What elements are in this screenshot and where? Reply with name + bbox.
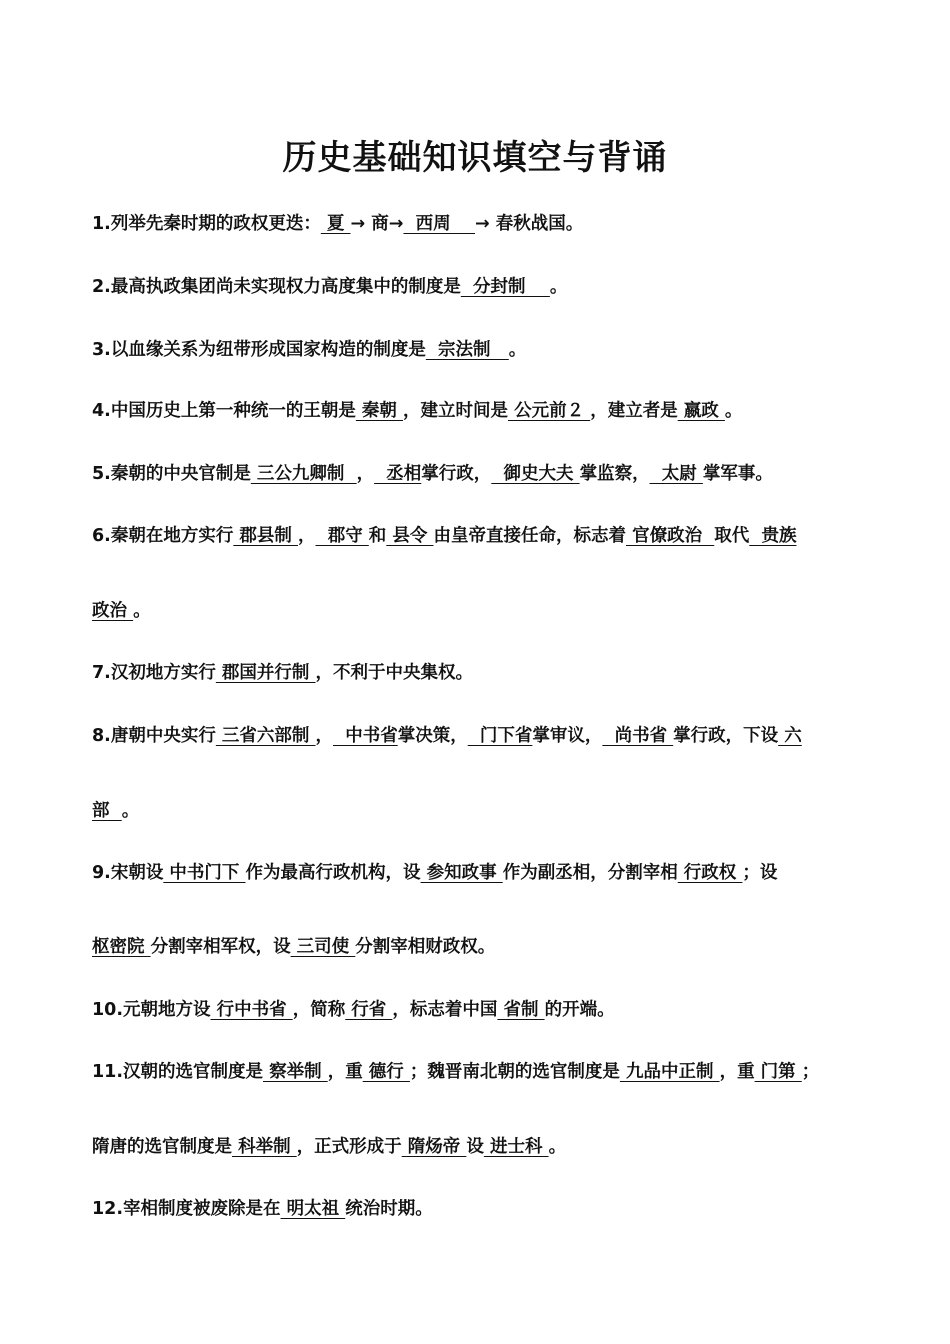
answer-blank: 门第 — [754, 1062, 802, 1082]
answer-blank: 太尉 — [649, 464, 703, 484]
question-11-cont — [92, 1135, 882, 1159]
question-8-cont — [92, 799, 882, 823]
answer-blank: 尚书省 — [602, 726, 674, 746]
question-text: 6.秦朝在地方实行 — [92, 526, 234, 546]
answer-blank: 秦朝 — [355, 401, 404, 421]
answer-blank: 中书省 — [333, 726, 398, 746]
question-text: 的开端。 — [544, 1000, 615, 1020]
answer-blank: 县令 — [386, 526, 434, 546]
question-12 — [92, 1197, 882, 1221]
question-text: 掌行政， — [421, 464, 492, 484]
question-text: 7.汉初地方实行 — [92, 663, 216, 683]
page-title: 历史基础知识填空与背诵 — [282, 138, 668, 178]
question-4 — [92, 399, 882, 423]
question-text: 。 — [549, 277, 568, 297]
answer-blank: 六 — [778, 726, 802, 746]
question-text: 1.列举先秦时期的政权更迭： — [92, 214, 321, 234]
question-text: 分割宰相财政权。 — [355, 937, 496, 957]
answer-blank: 郡国并行制 — [215, 663, 316, 683]
answer-blank: 三省六部制 — [215, 726, 316, 746]
question-1 — [92, 212, 882, 236]
answer-blank: 嬴政 — [677, 401, 725, 421]
answer-blank: 科举制 — [232, 1137, 297, 1157]
answer-blank: 中书门下 — [163, 863, 246, 883]
question-text: ，简称 — [292, 1000, 346, 1020]
question-text: 统治时期。 — [345, 1199, 433, 1219]
question-text: 3.以血缘关系为纽带形成国家构造的制度是 — [92, 340, 426, 360]
question-text: 4.中国历史上第一种统一的王朝是 — [92, 401, 356, 421]
question-text: → 春秋战国。 — [475, 214, 584, 234]
question-text: → 商→ — [350, 214, 404, 234]
question-text: 掌行政，下设 — [673, 726, 779, 746]
question-text: ，重 — [327, 1062, 363, 1082]
answer-blank: 省制 — [497, 1000, 545, 1020]
question-text: 作为最高行政机构，设 — [245, 863, 421, 883]
question-text: 。 — [724, 401, 743, 421]
answer-blank: 分封制 — [460, 277, 550, 297]
question-text: 10.元朝地方设 — [92, 1000, 211, 1020]
question-text: 隋唐的选官制度是 — [92, 1137, 232, 1157]
answer-blank: 郡守 — [315, 526, 369, 546]
question-6 — [92, 524, 882, 548]
question-2 — [92, 275, 882, 299]
question-text: 。 — [548, 1137, 567, 1157]
question-text: ； — [801, 1062, 820, 1082]
question-text: ， — [315, 726, 334, 746]
answer-blank: 参知政事 — [420, 863, 503, 883]
answer-blank: 明太祖 — [280, 1199, 346, 1219]
question-text: 取代 — [714, 526, 750, 546]
answer-blank: 隋炀帝 — [401, 1137, 467, 1157]
answer-blank: 枢密院 — [92, 937, 151, 957]
question-text: 由皇帝直接任命，标志着 — [433, 526, 626, 546]
question-5 — [92, 462, 882, 486]
question-text: 掌决策， — [397, 726, 468, 746]
question-text: ，标志着中国 — [392, 1000, 498, 1020]
question-text: 。 — [133, 601, 151, 621]
question-7 — [92, 661, 882, 685]
answer-blank: 行省 — [345, 1000, 393, 1020]
question-text: 。 — [508, 340, 527, 360]
question-text: 8.唐朝中央实行 — [92, 726, 216, 746]
answer-blank: 丞相 — [374, 464, 422, 484]
answer-blank: 郡县制 — [233, 526, 299, 546]
question-text: ，建立者是 — [590, 401, 678, 421]
answer-blank: 夏 — [320, 214, 351, 234]
answer-blank: 御史大夫 — [491, 464, 580, 484]
answer-blank: 德行 — [362, 1062, 410, 1082]
answer-blank: 行政权 — [677, 863, 743, 883]
answer-blank: 察举制 — [263, 1062, 328, 1082]
answer-blank: 进士科 — [483, 1137, 549, 1157]
question-text: 掌军事。 — [702, 464, 773, 484]
question-3 — [92, 338, 882, 362]
question-text: ， — [298, 526, 316, 546]
question-text: ， — [356, 464, 375, 484]
answer-blank: 部 — [92, 801, 122, 821]
question-text: ，重 — [719, 1062, 755, 1082]
answer-blank: 公元前２ — [508, 401, 591, 421]
answer-blank: 政治 — [92, 601, 134, 621]
answer-blank: 贵族 — [749, 526, 797, 546]
answer-blank: 九品中正制 — [619, 1062, 720, 1082]
question-8 — [92, 724, 882, 748]
question-text: 5.秦朝的中央官制是 — [92, 464, 251, 484]
question-6-cont — [92, 599, 882, 623]
question-text: 掌监察， — [579, 464, 650, 484]
question-text: 和 — [368, 526, 387, 546]
question-text: 2.最高执政集团尚未实现权力高度集中的制度是 — [92, 277, 461, 297]
question-9-cont — [92, 935, 882, 959]
question-text: ，不利于中央集权。 — [315, 663, 474, 683]
answer-blank: 宗法制 — [425, 340, 509, 360]
question-text: 11.汉朝的选官制度是 — [92, 1062, 264, 1082]
question-text: ；魏晋南北朝的选官制度是 — [409, 1062, 620, 1082]
question-text: ，正式形成于 — [296, 1137, 402, 1157]
question-text: ；设 — [742, 863, 778, 883]
question-text: 9.宋朝设 — [92, 863, 164, 883]
question-text: 12.宰相制度被废除是在 — [92, 1199, 281, 1219]
answer-blank: 官僚政治 — [625, 526, 715, 546]
question-text: 作为副丞相，分割宰相 — [502, 863, 678, 883]
question-text: 分割宰相军权，设 — [150, 937, 291, 957]
question-text: 设 — [466, 1137, 484, 1157]
question-9 — [92, 861, 882, 885]
question-11 — [92, 1060, 882, 1084]
question-text: 掌审议， — [532, 726, 603, 746]
question-text: 。 — [121, 801, 140, 821]
answer-blank: 行中书省 — [210, 1000, 293, 1020]
answer-blank: 西周 — [403, 214, 475, 234]
question-text: ，建立时间是 — [403, 401, 509, 421]
answer-blank: 三公九卿制 — [250, 464, 357, 484]
answer-blank: 门下省 — [467, 726, 533, 746]
answer-blank: 三司使 — [290, 937, 356, 957]
question-10 — [92, 998, 882, 1022]
